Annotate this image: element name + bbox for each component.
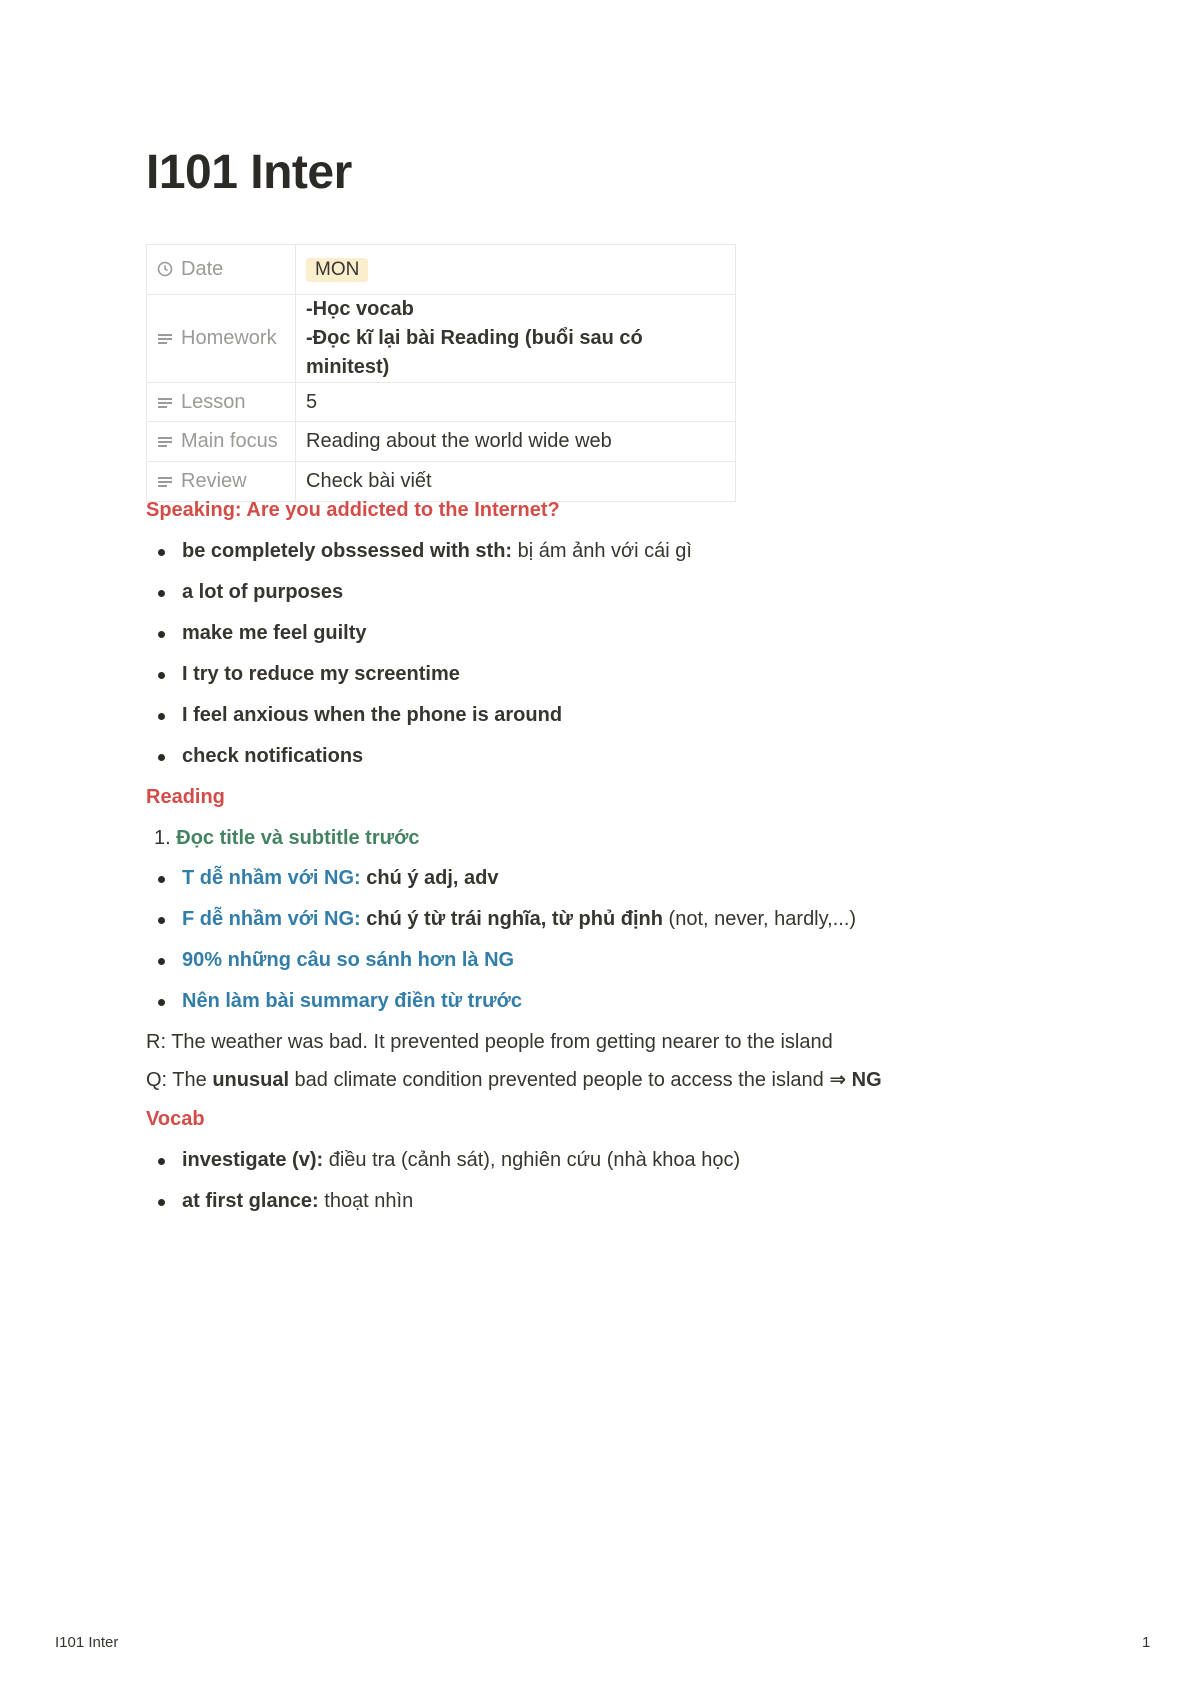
property-row-homework <box>147 295 736 383</box>
arrow-icon: ⇒ <box>829 1069 847 1091</box>
list-item: I try to reduce my screentime <box>146 660 692 701</box>
clock-icon <box>157 261 173 277</box>
list-item: a lot of purposes <box>146 578 692 619</box>
speaking-list <box>146 537 692 783</box>
list-item: be completely obssessed with sth: bị ám ảnh với cái gì <box>146 537 692 578</box>
numbered-item-text: Đọc title và subtitle trước <box>176 827 420 849</box>
text-lines-icon <box>157 473 173 489</box>
list-item: 90% những câu so sánh hơn là NG <box>146 946 856 987</box>
page-number: 1 <box>1142 1634 1151 1651</box>
text-lines-icon <box>157 394 173 410</box>
list-item: at first glance: thoạt nhìn <box>146 1187 740 1228</box>
homework-line-2: -Đọc kĩ lại bài Reading (buổi sau có minitest) <box>306 327 643 378</box>
text-lines-icon <box>157 330 173 346</box>
list-item: investigate (v): điều tra (cảnh sát), nghiên cứu (nhà khoa học) <box>146 1146 740 1187</box>
homework-line-1: -Học vocab <box>306 298 414 320</box>
property-key-date: Date <box>147 245 296 295</box>
list-item: T dễ nhầm với NG: chú ý adj, adv <box>146 864 856 905</box>
list-number: 1. <box>154 827 171 849</box>
list-item: check notifications <box>146 742 692 783</box>
footer-title: I101 Inter <box>55 1634 119 1651</box>
property-key-homework: Homework <box>147 295 296 383</box>
property-value-lesson: 5 <box>296 383 736 422</box>
property-row-lesson <box>147 383 736 422</box>
property-row-date <box>147 245 736 295</box>
page-title: I101 Inter <box>146 146 352 199</box>
list-item: I feel anxious when the phone is around <box>146 701 692 742</box>
reading-list <box>146 864 856 1028</box>
property-row-main-focus <box>147 422 736 462</box>
property-value-homework <box>296 295 736 383</box>
list-item: F dễ nhầm với NG: chú ý từ trái nghĩa, từ phủ định (not, never, hardly,...) <box>146 905 856 946</box>
vocab-list <box>146 1146 740 1228</box>
property-key-main-focus: Main focus <box>147 422 296 462</box>
property-key-lesson: Lesson <box>147 383 296 422</box>
numbered-item <box>154 824 419 852</box>
vocab-heading: Vocab <box>146 1108 205 1130</box>
date-tag[interactable]: MON <box>306 258 368 282</box>
property-value-date <box>296 245 736 295</box>
speaking-heading: Speaking: Are you addicted to the Internet? <box>146 499 560 521</box>
list-item: make me feel guilty <box>146 619 692 660</box>
r-line: R: The weather was bad. It prevented people from getting nearer to the island <box>146 1031 833 1053</box>
properties-table <box>146 244 736 502</box>
reading-heading: Reading <box>146 786 225 808</box>
property-value-review: Check bài viết <box>296 462 736 502</box>
property-key-review: Review <box>147 462 296 502</box>
q-line: Q: The unusual bad climate condition prevented people to access the island ⇒ NG <box>146 1069 882 1091</box>
text-lines-icon <box>157 433 173 449</box>
property-value-main-focus: Reading about the world wide web <box>296 422 736 462</box>
list-item: Nên làm bài summary điền từ trước <box>146 987 856 1028</box>
